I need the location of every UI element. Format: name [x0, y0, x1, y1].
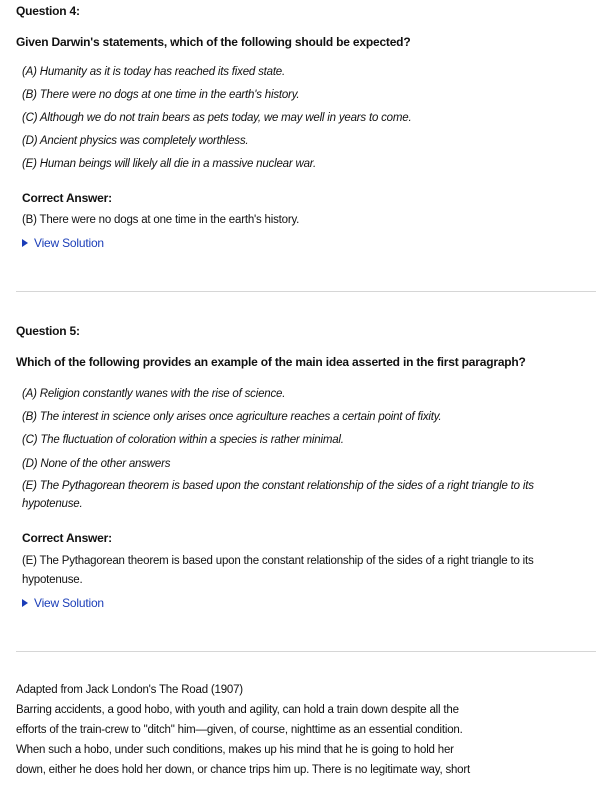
question-5-choice-a: (A) Religion constantly wanes with the rise of science. [22, 388, 286, 400]
passage-line: efforts of the train-crew to "ditch" him—given, of course, nighttime as an essential condition. [16, 724, 463, 736]
question-5-choice-c: (C) The fluctuation of coloration within a species is rather minimal. [22, 434, 344, 446]
question-4-choice-a: (A) Humanity as it is today has reached its fixed state. [22, 66, 286, 78]
question-5-correct-answer-label: Correct Answer: [22, 531, 112, 545]
question-4-label: Question 4: [16, 4, 80, 18]
question-5-correct-answer: (E) The Pythagorean theorem is based upon the constant relationship of the sides of a right triangle to its hypotenuse. [22, 555, 534, 586]
passage-line: down, either he does hold her down, or chance trips him up. There is no legitimate way, short [16, 764, 471, 776]
expand-triangle-icon [22, 239, 28, 247]
question-4-choice-e: (E) Human beings will likely all die in a massive nuclear war. [22, 158, 316, 170]
question-4-text: Given Darwin's statements, which of the following should be expected? [16, 35, 411, 49]
view-solution-label: View Solution [34, 236, 104, 250]
expand-triangle-icon [22, 599, 28, 607]
question-4-view-solution-link[interactable] [22, 236, 104, 250]
question-5-label: Question 5: [16, 324, 80, 338]
passage-line: When such a hobo, under such conditions, makes up his mind that he is going to hold her [16, 744, 454, 756]
question-4-choice-b: (B) There were no dogs at one time in the earth's history. [22, 89, 300, 101]
question-4-choice-c: (C) Although we do not train bears as pets today, we may well in years to come. [22, 112, 412, 124]
question-4-correct-answer: (B) There were no dogs at one time in the earth's history. [22, 214, 300, 226]
question-5-choice-e: (E) The Pythagorean theorem is based upon the constant relationship of the sides of a right triangle to its hypotenuse. [22, 480, 534, 510]
passage-line: Barring accidents, a good hobo, with youth and agility, can hold a train down despite all the [16, 704, 459, 716]
question-5-view-solution-link[interactable] [22, 596, 104, 610]
question-5-text: Which of the following provides an example of the main idea asserted in the first paragraph? [16, 355, 526, 369]
divider [16, 651, 596, 652]
question-5-choice-d: (D) None of the other answers [22, 458, 171, 470]
view-solution-label: View Solution [34, 596, 104, 610]
question-4-choice-d: (D) Ancient physics was completely worthless. [22, 135, 249, 147]
divider [16, 291, 596, 292]
passage-title: Adapted from Jack London's The Road (1907) [16, 684, 243, 696]
question-4-correct-answer-label: Correct Answer: [22, 191, 112, 205]
question-5-choice-b: (B) The interest in science only arises once agriculture reaches a certain point of fixity. [22, 411, 442, 423]
